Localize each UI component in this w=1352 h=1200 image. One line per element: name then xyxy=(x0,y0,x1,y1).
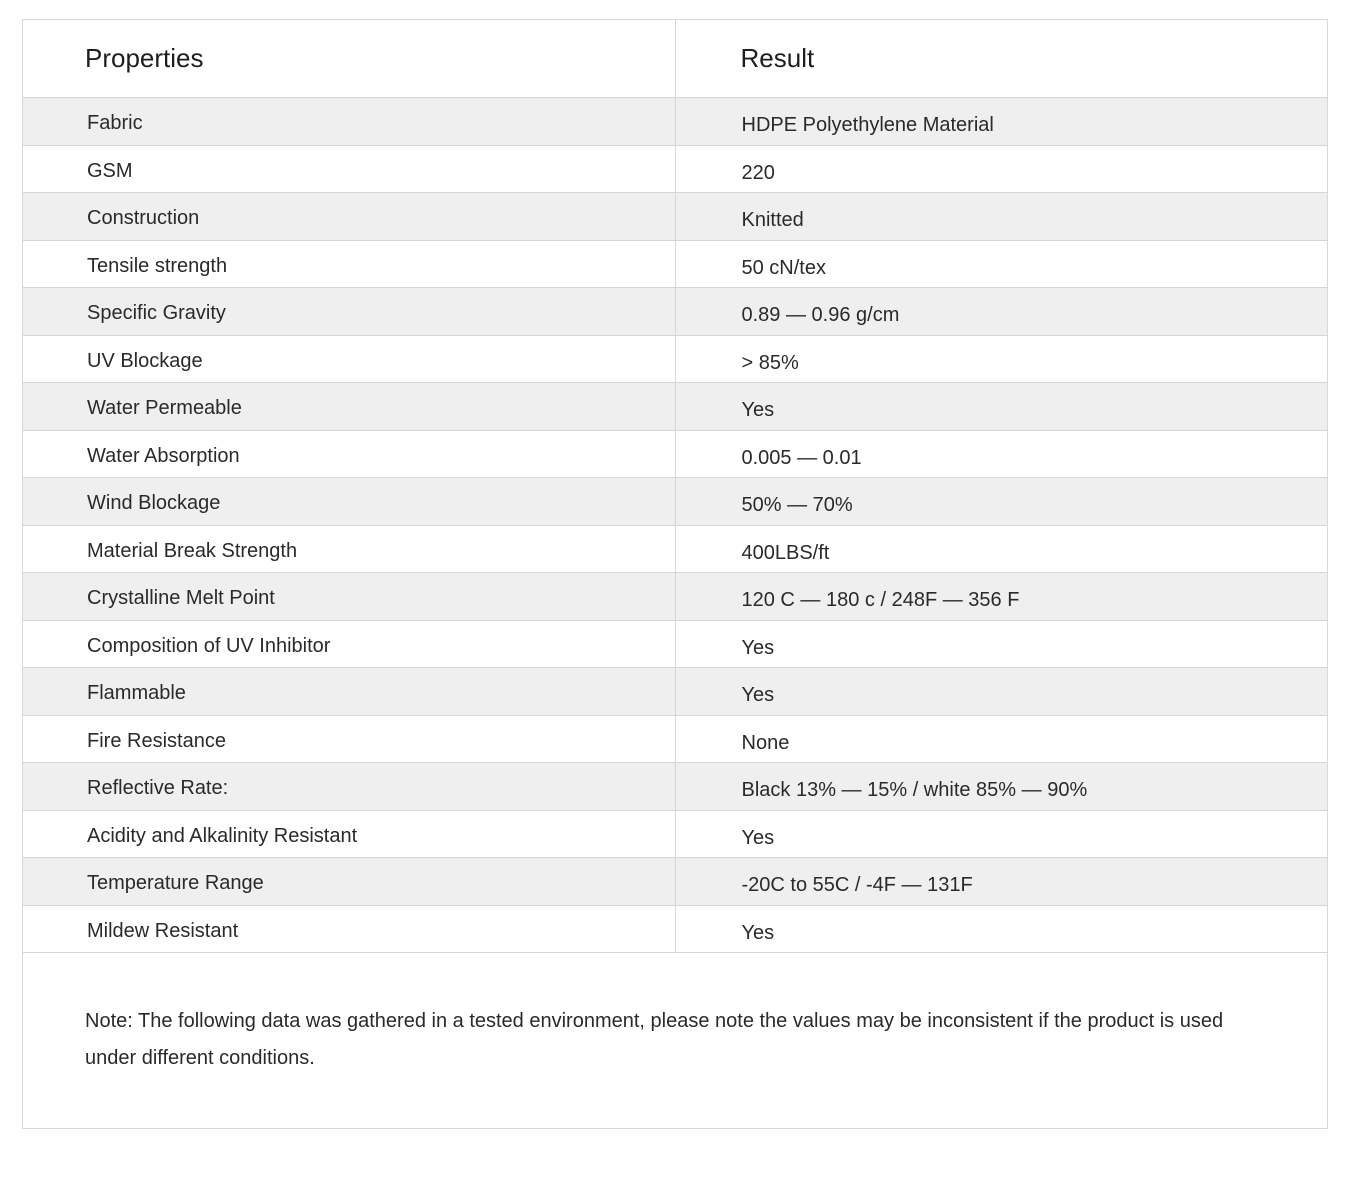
table-row xyxy=(23,193,1327,241)
table-row xyxy=(23,383,1327,431)
result-cell: None xyxy=(675,715,1327,763)
header-properties: Properties xyxy=(23,20,675,98)
table-row xyxy=(23,573,1327,621)
result-cell: -20C to 55C / -4F — 131F xyxy=(675,858,1327,906)
result-cell: 0.005 — 0.01 xyxy=(675,430,1327,478)
table-row xyxy=(23,858,1327,906)
result-cell: Yes xyxy=(675,668,1327,716)
property-cell: Wind Blockage xyxy=(23,478,675,526)
table-row xyxy=(23,98,1327,146)
property-cell: Composition of UV Inhibitor xyxy=(23,620,675,668)
table-row xyxy=(23,905,1327,953)
property-cell: Fire Resistance xyxy=(23,715,675,763)
table-row xyxy=(23,240,1327,288)
property-cell: Material Break Strength xyxy=(23,525,675,573)
table-row xyxy=(23,763,1327,811)
table-body xyxy=(23,98,1327,953)
property-cell: Reflective Rate: xyxy=(23,763,675,811)
table-row xyxy=(23,288,1327,336)
table-row xyxy=(23,525,1327,573)
specs-table xyxy=(23,20,1327,953)
table-row xyxy=(23,478,1327,526)
property-cell: Construction xyxy=(23,193,675,241)
property-cell: Water Absorption xyxy=(23,430,675,478)
table-row xyxy=(23,810,1327,858)
property-cell: Specific Gravity xyxy=(23,288,675,336)
property-cell: Mildew Resistant xyxy=(23,905,675,953)
table-row xyxy=(23,620,1327,668)
result-cell: Yes xyxy=(675,620,1327,668)
property-cell: GSM xyxy=(23,145,675,193)
specs-card xyxy=(22,19,1328,1129)
result-cell: 50% — 70% xyxy=(675,478,1327,526)
result-cell: 0.89 — 0.96 g/cm xyxy=(675,288,1327,336)
table-row xyxy=(23,430,1327,478)
result-cell: HDPE Polyethylene Material xyxy=(675,98,1327,146)
result-cell: > 85% xyxy=(675,335,1327,383)
table-row xyxy=(23,668,1327,716)
result-cell: 400LBS/ft xyxy=(675,525,1327,573)
header-result: Result xyxy=(675,20,1327,98)
result-cell: 50 cN/tex xyxy=(675,240,1327,288)
result-cell: Yes xyxy=(675,383,1327,431)
result-cell: Black 13% — 15% / white 85% — 90% xyxy=(675,763,1327,811)
property-cell: Fabric xyxy=(23,98,675,146)
table-row xyxy=(23,715,1327,763)
table-header-row xyxy=(23,20,1327,98)
property-cell: Acidity and Alkalinity Resistant xyxy=(23,810,675,858)
property-cell: Crystalline Melt Point xyxy=(23,573,675,621)
property-cell: Water Permeable xyxy=(23,383,675,431)
property-cell: Temperature Range xyxy=(23,858,675,906)
table-row xyxy=(23,335,1327,383)
result-cell: 220 xyxy=(675,145,1327,193)
footnote: Note: The following data was gathered in a tested environment, please note the values may be inconsistent if the product is used under different conditions. xyxy=(85,1010,1224,1069)
property-cell: Tensile strength xyxy=(23,240,675,288)
property-cell: UV Blockage xyxy=(23,335,675,383)
property-cell: Flammable xyxy=(23,668,675,716)
result-cell: Yes xyxy=(675,905,1327,953)
result-cell: Knitted xyxy=(675,193,1327,241)
result-cell: Yes xyxy=(675,810,1327,858)
table-row xyxy=(23,145,1327,193)
result-cell: 120 C — 180 c / 248F — 356 F xyxy=(675,573,1327,621)
